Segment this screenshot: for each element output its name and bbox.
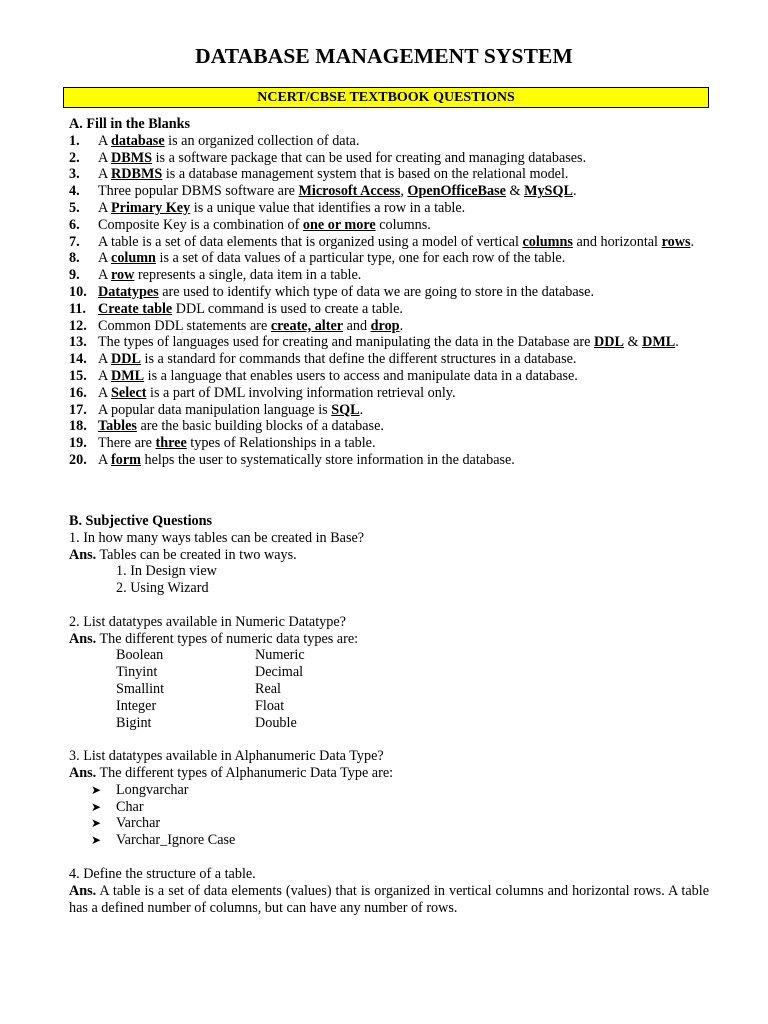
item-text-part: is a software package that can be used for creating and managing databases. [152, 149, 587, 166]
answer-label: Ans. [69, 630, 97, 647]
blank-item [69, 150, 701, 167]
arrow-bullet-icon: ➤ [91, 833, 102, 848]
answer-keyword: three [155, 435, 187, 452]
item-text-part: is a language that enables users to access and manipulate data in a database. [144, 367, 578, 384]
item-text-part: , [400, 183, 408, 200]
item-text-part: A [98, 199, 112, 216]
answer-4 [69, 883, 709, 918]
answer-3-text: The different types of Alphanumeric Data Type are: [96, 764, 394, 781]
blank-item [69, 334, 701, 351]
item-text-part: is a part of DML involving information retrieval only. [146, 384, 456, 401]
alphanumeric-type-item [69, 832, 709, 849]
answer-keyword: Select [111, 384, 147, 401]
item-text-part: A [98, 149, 112, 166]
item-number: 15. [69, 367, 87, 384]
item-text-part: There are [98, 435, 156, 452]
blank-item [69, 250, 701, 267]
item-text [98, 166, 701, 183]
question-4: 4. Define the structure of a table. [69, 865, 256, 882]
answer-keyword: DML [111, 367, 145, 384]
answer-keyword: DML [642, 334, 676, 351]
numeric-type: Decimal [255, 664, 304, 681]
answer-4-text: A table is a set of data elements (values) that is organized in vertical columns and horizontal rows. A table has a defined number of columns, but can have any number of rows. [69, 882, 709, 916]
item-text-part: . [399, 317, 404, 334]
answer-keyword: rows [661, 233, 691, 250]
answer-1-item: 1. In Design view [116, 563, 217, 580]
fill-in-blanks-list [69, 133, 701, 469]
item-text [98, 402, 701, 419]
item-text-part: A [98, 166, 112, 183]
answer-keyword: Primary Key [111, 199, 191, 216]
answer-keyword: DDL [593, 334, 624, 351]
answer-keyword: form [111, 451, 141, 468]
item-number: 7. [69, 233, 80, 250]
blank-item [69, 385, 701, 402]
item-text-part: represents a single, data item in a table. [134, 267, 362, 284]
section-b-heading: B. Subjective Questions [69, 513, 213, 529]
answer-keyword: column [111, 250, 156, 267]
blank-item [69, 166, 701, 183]
item-number: 13. [69, 334, 87, 351]
item-text-part: helps the user to systematically store information in the database. [140, 451, 515, 468]
answer-keyword: Create table [98, 300, 173, 317]
item-number: 20. [69, 451, 87, 468]
numeric-type: Smallint [116, 680, 165, 697]
alphanumeric-type: Varchar [116, 815, 161, 832]
item-text-part: . [572, 183, 577, 200]
item-text-part: is a set of data values of a particular type, one for each row of the table. [155, 250, 566, 267]
alphanumeric-type-item [69, 799, 709, 816]
numeric-type: Double [255, 714, 297, 731]
item-text-part: is an organized collection of data. [164, 132, 360, 149]
item-number: 10. [69, 283, 87, 300]
answer-keyword: RDBMS [111, 166, 163, 183]
answer-keyword: columns [522, 233, 573, 250]
item-text [98, 318, 701, 335]
item-text-part: is a standard for commands that define the different structures in a database. [140, 351, 577, 368]
question-2: 2. List datatypes available in Numeric Datatype? [69, 613, 346, 630]
item-text [98, 351, 701, 368]
subjective-section [69, 513, 709, 917]
answer-keyword: drop [370, 317, 400, 334]
fill-in-blanks-section [69, 116, 701, 469]
alphanumeric-type: Varchar_Ignore Case [116, 832, 236, 849]
answer-2 [69, 631, 709, 648]
item-text-part: & [505, 183, 525, 200]
answer-keyword: Tables [98, 418, 137, 435]
answer-2-text: The different types of numeric data types are: [96, 630, 359, 647]
item-text-part: & [623, 334, 643, 351]
alphanumeric-type: Longvarchar [116, 781, 189, 798]
blank-item [69, 217, 701, 234]
item-text [98, 150, 701, 167]
item-text [98, 284, 701, 301]
item-text-part: A table is a set of data elements that is organized using a model of vertical [98, 233, 523, 250]
answer-label: Ans. [69, 546, 97, 563]
answer-keyword: one or more [302, 216, 376, 233]
blank-item [69, 133, 701, 150]
item-number: 9. [69, 267, 80, 284]
item-number: 19. [69, 435, 87, 452]
section-banner: NCERT/CBSE TEXTBOOK QUESTIONS [63, 87, 709, 108]
answer-1-text: Tables can be created in two ways. [96, 546, 297, 563]
arrow-bullet-icon: ➤ [91, 782, 102, 797]
answer-keyword: Microsoft Access [298, 183, 401, 200]
item-text-part: are the basic building blocks of a database. [136, 418, 384, 435]
item-text-part: A popular data manipulation language is [98, 401, 332, 418]
item-number: 14. [69, 351, 87, 368]
answer-label: Ans. [69, 882, 97, 899]
item-text [98, 435, 701, 452]
item-text-part: A [98, 384, 112, 401]
item-number: 4. [69, 183, 80, 200]
item-text-part: A [98, 451, 112, 468]
item-text [98, 452, 701, 469]
numeric-type: Tinyint [116, 664, 158, 681]
item-text-part: A [98, 267, 112, 284]
item-text [98, 385, 701, 402]
section-a-heading: A. Fill in the Blanks [69, 116, 191, 132]
blank-item [69, 234, 701, 251]
item-text [98, 418, 701, 435]
answer-keyword: database [111, 132, 165, 149]
item-text-part: A [98, 367, 112, 384]
numeric-types-table [69, 647, 709, 731]
item-text-part: are used to identify which type of data we are going to store in the database. [158, 283, 595, 300]
numeric-type: Boolean [116, 647, 164, 664]
item-text-part: . [690, 233, 695, 250]
item-text-part: A [98, 250, 112, 267]
item-text-part: is a database management system that is based on the relational model. [162, 166, 569, 183]
blank-item [69, 301, 701, 318]
answer-keyword: OpenOfficeBase [407, 183, 506, 200]
blank-item [69, 284, 701, 301]
numeric-type: Numeric [255, 647, 305, 664]
item-text-part: DDL command is used to create a table. [172, 300, 403, 317]
item-number: 11. [69, 300, 86, 317]
item-text [98, 200, 701, 217]
answer-label: Ans. [69, 764, 97, 781]
item-text-part: columns. [375, 216, 431, 233]
item-text [98, 250, 701, 267]
item-number: 8. [69, 250, 80, 267]
item-text-part: types of Relationships in a table. [186, 435, 376, 452]
answer-1-item: 2. Using Wizard [116, 580, 209, 597]
item-number: 17. [69, 401, 87, 418]
item-text [98, 368, 701, 385]
item-text [98, 133, 701, 150]
blank-item [69, 183, 701, 200]
item-text-part: Common DDL statements are [98, 317, 271, 334]
item-number: 2. [69, 149, 80, 166]
blank-item [69, 418, 701, 435]
item-number: 6. [69, 216, 80, 233]
answer-1 [69, 547, 709, 564]
item-text-part: The types of languages used for creating and manipulating the data in the Database are [98, 334, 594, 351]
answer-keyword: create, alter [270, 317, 344, 334]
numeric-type: Float [255, 697, 285, 714]
item-number: 16. [69, 384, 87, 401]
blank-item [69, 351, 701, 368]
numeric-type: Integer [116, 697, 157, 714]
alphanumeric-type-item [69, 782, 709, 799]
answer-3 [69, 765, 709, 782]
question-1: 1. In how many ways tables can be created in Base? [69, 529, 365, 546]
answer-keyword: DDL [111, 351, 141, 368]
item-text [98, 183, 701, 200]
blank-item [69, 435, 701, 452]
arrow-bullet-icon: ➤ [91, 816, 102, 831]
item-text-part: A [98, 132, 112, 149]
item-text-part: Three popular DBMS software are [98, 183, 299, 200]
answer-keyword: DBMS [111, 149, 153, 166]
numeric-type: Real [255, 680, 281, 697]
answer-keyword: Datatypes [98, 283, 159, 300]
blank-item [69, 200, 701, 217]
item-text [98, 334, 701, 351]
blank-item [69, 318, 701, 335]
question-3: 3. List datatypes available in Alphanumeric Data Type? [69, 748, 384, 765]
item-number: 3. [69, 166, 80, 183]
item-text-part: and [343, 317, 371, 334]
blank-item [69, 267, 701, 284]
answer-keyword: row [111, 267, 135, 284]
blank-item [69, 368, 701, 385]
answer-keyword: SQL [331, 401, 360, 418]
item-text-part: is a unique value that identifies a row in a table. [190, 199, 466, 216]
item-text-part: . [675, 334, 679, 351]
item-number: 1. [69, 132, 80, 149]
blank-item [69, 402, 701, 419]
item-text-part: A [98, 351, 112, 368]
item-text-part: and horizontal [572, 233, 662, 250]
item-text [98, 234, 701, 251]
item-text-part: . [359, 401, 364, 418]
numeric-type: Bigint [116, 714, 152, 731]
item-text [98, 267, 701, 284]
page-title: DATABASE MANAGEMENT SYSTEM [195, 44, 573, 68]
answer-keyword: MySQL [524, 183, 573, 200]
item-number: 5. [69, 199, 80, 216]
item-number: 18. [69, 418, 87, 435]
item-number: 12. [69, 317, 87, 334]
item-text [98, 217, 701, 234]
item-text [98, 301, 701, 318]
item-text-part: Composite Key is a combination of [98, 216, 303, 233]
alphanumeric-type-item [69, 815, 709, 832]
alphanumeric-type: Char [116, 798, 144, 815]
arrow-bullet-icon: ➤ [91, 799, 102, 814]
blank-item [69, 452, 701, 469]
